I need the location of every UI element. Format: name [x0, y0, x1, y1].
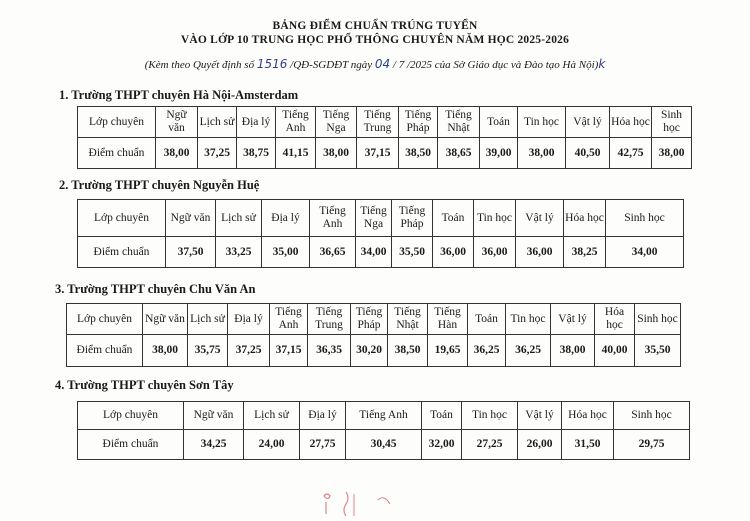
subject-cell: Ngữ văn — [184, 402, 244, 430]
score-cell: 26,00 — [518, 430, 562, 460]
score-cell: 38,00 — [551, 335, 595, 367]
decision-mid2: / 7 /2025 của Sở Giáo dục và Đào tạo Hà Nội) — [390, 59, 599, 71]
score-cell: 38,00 — [316, 138, 357, 169]
subject-cell: Lịch sử — [216, 200, 262, 237]
subject-cell: Tin học — [474, 200, 516, 237]
subject-cell: Ngữ văn — [143, 304, 188, 335]
subject-cell: Tin học — [506, 304, 551, 335]
score-cell: 42,75 — [610, 138, 652, 169]
subject-cell: Tiếng Hàn — [428, 304, 468, 335]
row-label-header: Lớp chuyên — [78, 402, 184, 430]
subject-cell: Ngữ văn — [156, 107, 198, 138]
school-heading-3: 3. Trường THPT chuyên Chu Văn An — [55, 282, 256, 296]
score-cell: 37,25 — [228, 335, 270, 367]
subject-cell: Tiếng Pháp — [392, 200, 433, 237]
subject-cell: Tiếng Nhật — [438, 107, 480, 138]
subject-cell: Toán — [433, 200, 474, 237]
score-table-1 — [77, 106, 692, 169]
subject-cell: Tiếng Anh — [270, 304, 308, 335]
score-cell: 39,00 — [480, 138, 518, 169]
score-cell: 36,00 — [433, 237, 474, 268]
decision-reference — [0, 57, 750, 71]
subject-cell: Sinh học — [652, 107, 692, 138]
score-cell: 36,25 — [506, 335, 551, 367]
score-cell: 37,15 — [357, 138, 399, 169]
handwritten-mark: k — [598, 57, 606, 71]
score-cell: 40,00 — [595, 335, 635, 367]
score-cell: 38,50 — [388, 335, 428, 367]
score-cell: 40,50 — [566, 138, 610, 169]
score-cell: 29,75 — [614, 430, 690, 460]
subject-cell: Sinh học — [606, 200, 684, 237]
subject-cell: Vật lý — [551, 304, 595, 335]
score-row — [67, 335, 681, 367]
row-label-score: Điểm chuẩn — [78, 138, 156, 169]
subject-cell: Địa lý — [237, 107, 276, 138]
score-cell: 38,00 — [652, 138, 692, 169]
header-row — [78, 402, 690, 430]
score-cell: 34,00 — [606, 237, 684, 268]
header-row — [67, 304, 681, 335]
score-row — [78, 138, 692, 169]
score-row — [78, 237, 684, 268]
header-row — [78, 107, 692, 138]
score-cell: 35,50 — [392, 237, 433, 268]
subject-cell: Tiếng Anh — [276, 107, 316, 138]
subject-cell: Địa lý — [228, 304, 270, 335]
subject-cell: Tiếng Nhật — [388, 304, 428, 335]
score-cell: 30,45 — [346, 430, 422, 460]
score-cell: 37,50 — [166, 237, 216, 268]
score-cell: 38,75 — [237, 138, 276, 169]
subject-cell: Toán — [480, 107, 518, 138]
score-cell: 24,00 — [244, 430, 300, 460]
subject-cell: Tiếng Anh — [346, 402, 422, 430]
score-cell: 36,00 — [474, 237, 516, 268]
subject-cell: Toán — [468, 304, 506, 335]
score-cell: 38,00 — [518, 138, 566, 169]
score-cell: 30,20 — [351, 335, 388, 367]
subject-cell: Ngữ văn — [166, 200, 216, 237]
subject-cell: Địa lý — [262, 200, 310, 237]
row-label-header: Lớp chuyên — [67, 304, 143, 335]
school-heading-4: 4. Trường THPT chuyên Sơn Tây — [55, 378, 234, 392]
score-table-3 — [66, 303, 681, 367]
subject-cell: Hóa học — [595, 304, 635, 335]
subject-cell: Vật lý — [566, 107, 610, 138]
subject-cell: Vật lý — [516, 200, 564, 237]
score-cell: 38,50 — [399, 138, 438, 169]
school-heading-1: 1. Trường THPT chuyên Hà Nội-Amsterdam — [59, 88, 299, 102]
score-cell: 37,15 — [270, 335, 308, 367]
score-cell: 36,35 — [308, 335, 351, 367]
row-label-score: Điểm chuẩn — [78, 430, 184, 460]
document-title: BẢNG ĐIỂM CHUẨN TRÚNG TUYỂN — [272, 20, 478, 32]
subject-cell: Lịch sử — [188, 304, 228, 335]
score-table-2 — [77, 199, 684, 268]
subject-cell: Tiếng Pháp — [351, 304, 388, 335]
subject-cell: Toán — [422, 402, 462, 430]
score-cell: 27,75 — [300, 430, 346, 460]
score-cell: 19,65 — [428, 335, 468, 367]
subject-cell: Tiếng Trung — [357, 107, 399, 138]
subject-cell: Địa lý — [300, 402, 346, 430]
subject-cell: Hóa học — [610, 107, 652, 138]
decision-number: 1516 — [256, 57, 288, 71]
score-cell: 34,00 — [356, 237, 392, 268]
score-cell: 35,00 — [262, 237, 310, 268]
subject-cell: Tiếng Nga — [356, 200, 392, 237]
score-cell: 36,00 — [516, 237, 564, 268]
score-cell: 38,65 — [438, 138, 480, 169]
score-cell: 38,00 — [143, 335, 188, 367]
subject-cell: Lịch sử — [198, 107, 237, 138]
seal-stamp-graphic — [318, 488, 398, 518]
score-cell: 38,00 — [156, 138, 198, 169]
score-cell: 38,25 — [564, 237, 606, 268]
score-cell: 32,00 — [422, 430, 462, 460]
score-table-4 — [77, 401, 690, 460]
subject-cell: Tiếng Trung — [308, 304, 351, 335]
decision-mid1: /QĐ-SGDĐT ngày — [287, 59, 375, 71]
subject-cell: Tin học — [462, 402, 518, 430]
subject-cell: Hóa học — [564, 200, 606, 237]
decision-day: 04 — [374, 57, 391, 71]
subject-cell: Tiếng Pháp — [399, 107, 438, 138]
row-label-score: Điểm chuẩn — [67, 335, 143, 367]
score-row — [78, 430, 690, 460]
score-cell: 35,75 — [188, 335, 228, 367]
row-label-header: Lớp chuyên — [78, 200, 166, 237]
score-cell: 35,50 — [635, 335, 681, 367]
subject-cell: Sinh học — [635, 304, 681, 335]
score-cell: 37,25 — [198, 138, 237, 169]
row-label-score: Điểm chuẩn — [78, 237, 166, 268]
subject-cell: Vật lý — [518, 402, 562, 430]
seal-stamp-icon — [318, 488, 398, 518]
score-cell: 27,25 — [462, 430, 518, 460]
subject-cell: Tiếng Nga — [316, 107, 357, 138]
score-cell: 31,50 — [562, 430, 614, 460]
document-title-line2: VÀO LỚP 10 TRUNG HỌC PHỔ THÔNG CHUYÊN NĂM HỌC 2025-2026 — [180, 34, 570, 46]
score-cell: 41,15 — [276, 138, 316, 169]
decision-prefix: (Kèm theo Quyết định số — [144, 59, 257, 71]
subject-cell: Tiếng Anh — [310, 200, 356, 237]
school-heading-2: 2. Trường THPT chuyên Nguyễn Huệ — [59, 178, 260, 192]
row-label-header: Lớp chuyên — [78, 107, 156, 138]
score-cell: 36,25 — [468, 335, 506, 367]
subject-cell: Tin học — [518, 107, 566, 138]
subject-cell: Lịch sử — [244, 402, 300, 430]
score-cell: 36,65 — [310, 237, 356, 268]
score-cell: 34,25 — [184, 430, 244, 460]
subject-cell: Sinh học — [614, 402, 690, 430]
subject-cell: Hóa học — [562, 402, 614, 430]
header-row — [78, 200, 684, 237]
score-cell: 33,25 — [216, 237, 262, 268]
